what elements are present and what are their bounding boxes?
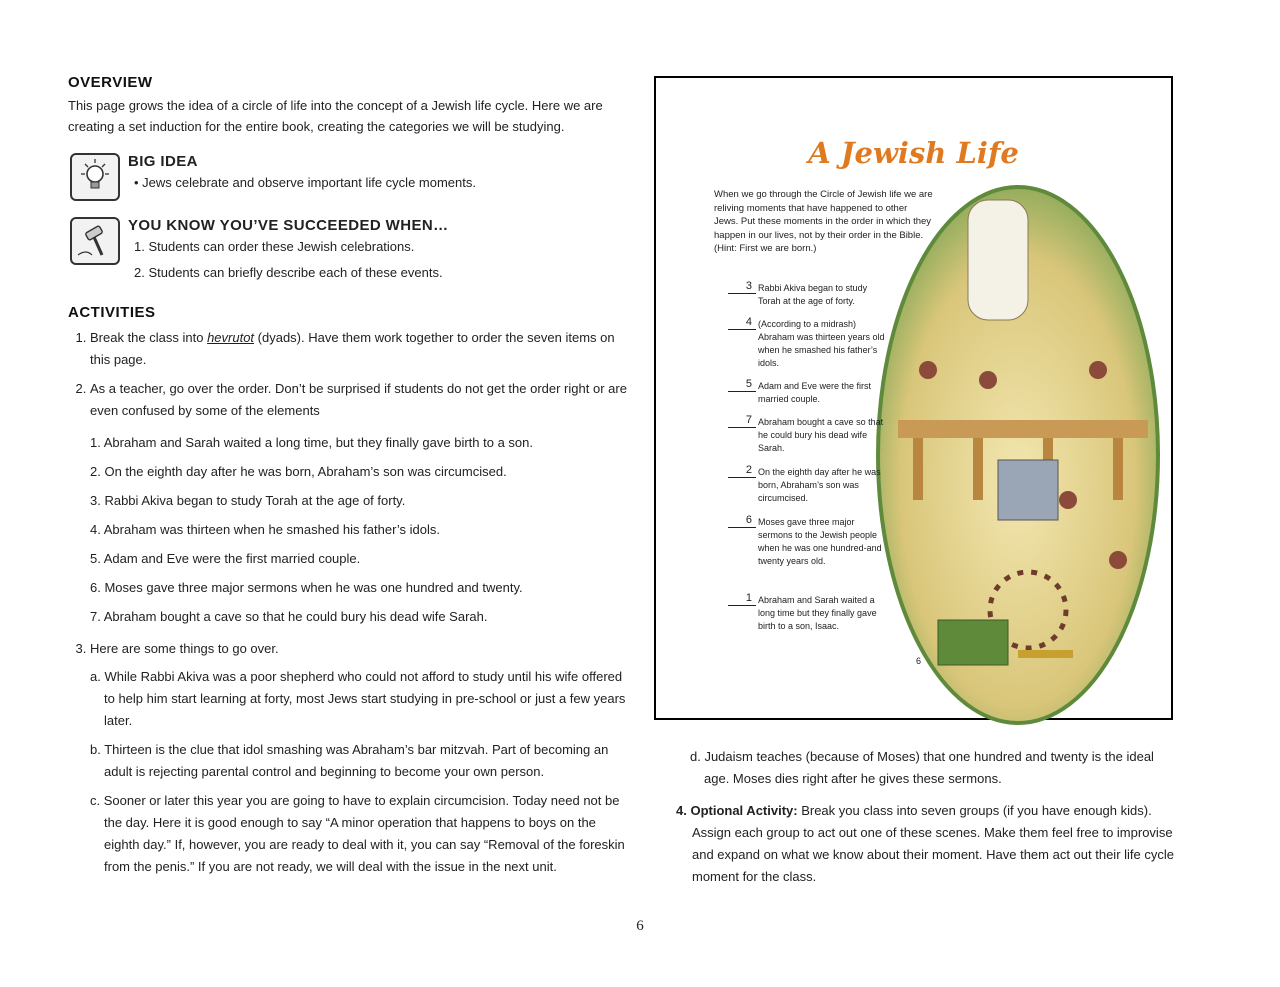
activity-1-term: hevrutot — [207, 330, 255, 345]
overview-text: This page grows the idea of a circle of life into the concept of a Jewish life cycle. Here we are creating a set induction for the entire book, creating the categories we will be studying. — [68, 98, 603, 134]
go-over-d: d. Judaism teaches (because of Moses) that one hundred and twenty is the ideal age. Moses dies right after he gives these sermons. — [690, 749, 1154, 786]
order-item-6: 6. Moses gave three major sermons when he was one hundred and twenty. — [90, 580, 523, 595]
success-item-1: 1. Students can order these Jewish celebrations. — [134, 239, 415, 254]
activity-4-label: 4. Optional Activity: — [676, 803, 798, 818]
big-idea-heading: BIG IDEA — [128, 153, 198, 170]
inset-title: A Jewish Life — [808, 136, 1019, 170]
page-number: 6 — [636, 918, 644, 934]
inset-item-text: Abraham and Sarah waited a long time but they finally gave birth to a son, Isaac. — [758, 595, 877, 631]
activity-1-text: Break the class into — [90, 330, 208, 345]
order-item-5: 5. Adam and Eve were the first married couple. — [90, 551, 361, 566]
hammer-icon — [70, 217, 120, 265]
big-idea-block — [68, 153, 628, 203]
inset-item-text: Moses gave three major sermons to the Jewish people when he was one hundred-and twenty years old. — [758, 517, 882, 566]
activity-3 — [90, 638, 628, 878]
inset-item — [728, 466, 888, 505]
inset-item-number: 3 — [728, 280, 756, 294]
inset-item-text: Abraham bought a cave so that he could bury his dead wife Sarah. — [758, 417, 884, 453]
order-item-2: 2. On the eighth day after he was born, Abraham’s son was circumcised. — [90, 464, 507, 479]
inset-item-number: 4 — [728, 316, 756, 330]
order-item-3: 3. Rabbi Akiva began to study Torah at the age of forty. — [90, 493, 406, 508]
go-over-b: b. Thirteen is the clue that idol smashing was Abraham’s bar mitzvah. Part of becoming an adult is rejecting parental control and beginning to become your own person. — [90, 742, 609, 779]
inset-item — [728, 380, 888, 406]
inset-item-text: On the eighth day after he was born, Abraham’s son was circumcised. — [758, 467, 881, 503]
activities-list — [68, 327, 628, 878]
success-item-2: 2. Students can briefly describe each of these events. — [134, 265, 443, 280]
inset-item — [728, 516, 888, 568]
success-heading: YOU KNOW YOU’VE SUCCEEDED WHEN… — [128, 217, 449, 234]
inset-item-number: 5 — [728, 378, 756, 392]
activity-2-text: As a teacher, go over the order. Don’t be surprised if students do not get the order right or are even confused by some of the elements — [90, 381, 627, 418]
go-over-c: c. Sooner or later this year you are going to have to explain circumcision. Today need not be the day. Here it is good enough to say “A minor operation that happens to boys on the eighth day.” If, however, you are ready to deal with it, you can say “Removal of the foreskin from the penis.” If you are not ready, we will deal with the issue in the next unit. — [90, 793, 625, 874]
right-column-text — [676, 746, 1176, 888]
inset-item — [728, 282, 888, 308]
activity-2 — [90, 378, 628, 631]
lightbulb-icon — [70, 153, 120, 201]
order-item-4: 4. Abraham was thirteen when he smashed his father’s idols. — [90, 522, 440, 537]
activity-3-text: Here are some things to go over. — [90, 641, 279, 656]
inset-page-number: 6 — [916, 656, 922, 666]
activity-4 — [676, 800, 1176, 888]
go-over-a: a. While Rabbi Akiva was a poor shepherd who could not afford to study until his wife offered to help him start learning at forty, most Jews start studying in pre-school or just a few years later. — [90, 669, 626, 728]
left-column — [68, 74, 628, 885]
activities-heading: ACTIVITIES — [68, 304, 156, 321]
life-cycle-illustration — [868, 180, 1162, 725]
inset-item — [728, 416, 888, 455]
big-idea-bullet: • Jews celebrate and observe important life cycle moments. — [134, 175, 476, 190]
inset-item — [728, 594, 888, 633]
go-over-list — [90, 666, 628, 878]
inset-item-text: Adam and Eve were the first married couple. — [758, 381, 872, 404]
inset-item-number: 7 — [728, 414, 756, 428]
inset-item — [728, 318, 888, 370]
inset-page-frame — [654, 76, 1173, 720]
inset-item-number: 1 — [728, 592, 756, 606]
success-block — [68, 217, 628, 286]
order-item-7: 7. Abraham bought a cave so that he could bury his dead wife Sarah. — [90, 609, 488, 624]
order-list — [90, 428, 628, 631]
activity-4-text: Break you class into seven groups (if you have enough kids). Assign each group to act out one of these scenes. Make them feel free to improvise and expand on what we know about their moment. Have them act out their life cycle moment for the class. — [692, 803, 1174, 884]
overview-heading: OVERVIEW — [68, 74, 153, 91]
activity-1 — [90, 327, 628, 371]
inset-item-number: 2 — [728, 464, 756, 478]
order-item-1: 1. Abraham and Sarah waited a long time, but they finally gave birth to a son. — [90, 435, 533, 450]
inset-item-text: Rabbi Akiva began to study Torah at the age of forty. — [758, 283, 868, 306]
inset-item-text: (According to a midrash) Abraham was thirteen years old when he smashed his father’s idols. — [758, 319, 885, 368]
activity-1-text-end: (dyads). Have them work together to order the seven items on this page. — [90, 330, 615, 367]
inset-intro: When we go through the Circle of Jewish life we are reliving moments that have happened to other Jews. Put these moments in the order in which they happen in our lives, not by their order in the Bible. (Hint: First we are born.) — [714, 189, 933, 254]
inset-item-number: 6 — [728, 514, 756, 528]
